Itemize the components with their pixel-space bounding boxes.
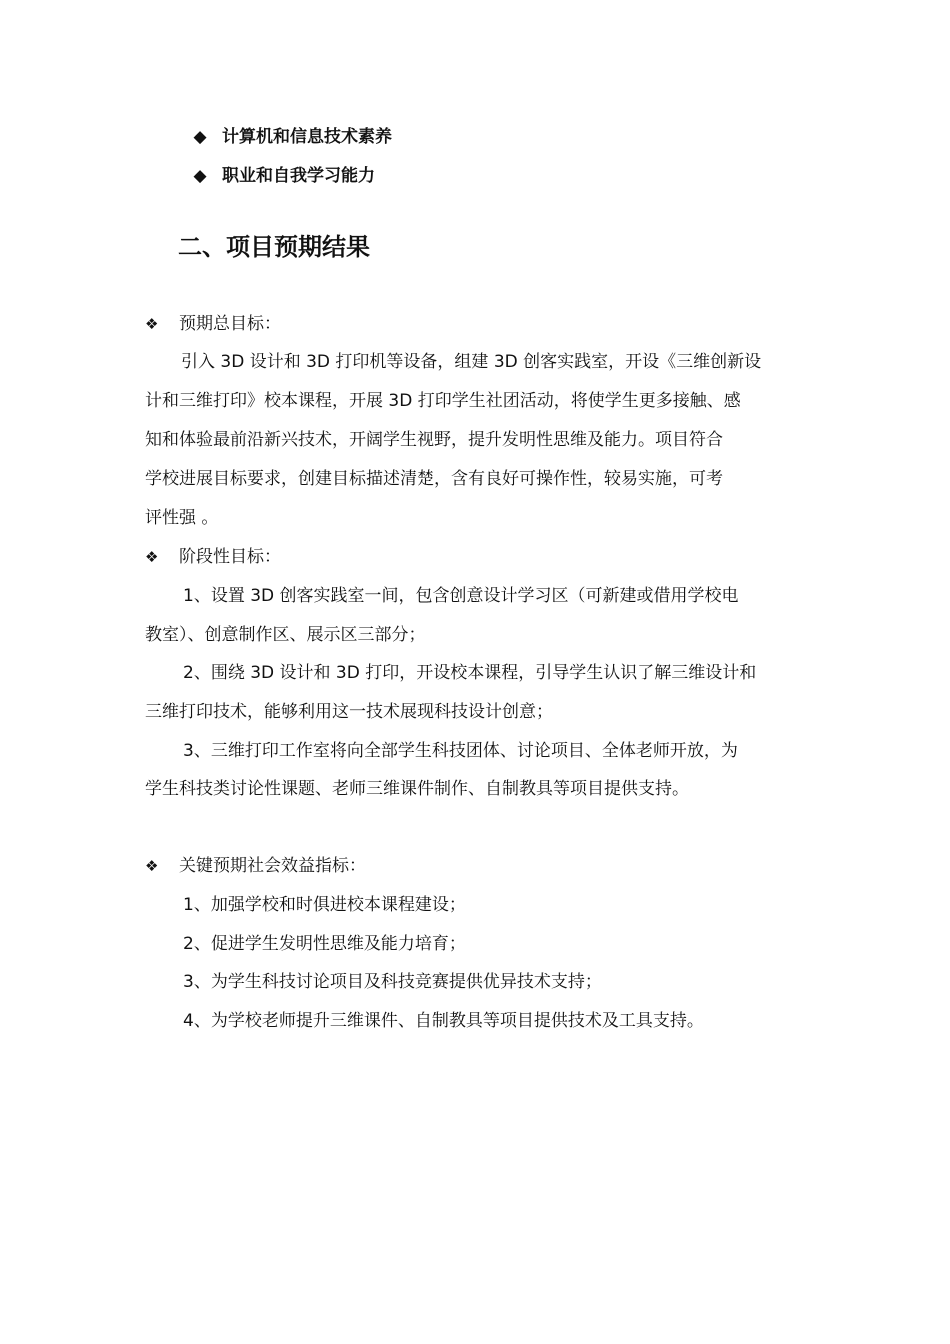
four-diamond-bullet-icon: ❖ (145, 548, 159, 566)
stage-item-line: 1、设置 3D 创客实践室一间，包含创意设计学习区（可新建或借用学校电 (183, 586, 739, 606)
stage-item-line: 3、三维打印工作室将向全部学生科技团体、讨论项目、全体老师开放，为 (183, 741, 738, 761)
four-diamond-bullet-icon: ❖ (145, 857, 159, 875)
four-diamond-bullet-icon: ❖ (145, 315, 159, 333)
paragraph-line: 学校进展目标要求，创建目标描述清楚，含有良好可操作性，较易实施，可考 (145, 469, 723, 489)
social-item: 3、为学生科技讨论项目及科技竞赛提供优异技术支持； (183, 972, 602, 992)
social-benefit-label: 关键预期社会效益指标： (179, 856, 366, 876)
diamond-bullet-icon: ◆ (193, 166, 207, 186)
stage-item-line: 教室）、创意制作区、展示区三部分； (145, 625, 426, 645)
stage-item-line: 学生科技类讨论性课题、老师三维课件制作、自制教具等项目提供支持。 (145, 779, 689, 799)
paragraph-line: 知和体验最前沿新兴技术，开阔学生视野，提升发明性思维及能力。项目符合 (145, 430, 723, 450)
bullet-item-text: 计算机和信息技术素养 (222, 127, 392, 147)
section-heading: 二、项目预期结果 (178, 233, 370, 261)
stage-item-line: 三维打印技术，能够利用这一技术展现科技设计创意； (145, 702, 553, 722)
bullet-item-text: 职业和自我学习能力 (222, 166, 375, 186)
stage-item-line: 2、围绕 3D 设计和 3D 打印，开设校本课程，引导学生认识了解三维设计和 (183, 663, 757, 683)
diamond-bullet-icon: ◆ (193, 127, 207, 147)
paragraph-line: 引入 3D 设计和 3D 打印机等设备，组建 3D 创客实践室，开设《三维创新设 (181, 352, 762, 372)
social-item: 1、加强学校和时俱进校本课程建设； (183, 895, 466, 915)
paragraph-line: 计和三维打印》校本课程，开展 3D 打印学生社团活动，将使学生更多接触、感 (145, 391, 741, 411)
stage-goal-label: 阶段性目标： (179, 547, 281, 567)
overall-goal-label: 预期总目标： (179, 314, 281, 334)
paragraph-line: 评性强 。 (145, 508, 219, 528)
social-item: 4、为学校老师提升三维课件、自制教具等项目提供技术及工具支持。 (183, 1011, 704, 1031)
social-item: 2、促进学生发明性思维及能力培育； (183, 934, 466, 954)
